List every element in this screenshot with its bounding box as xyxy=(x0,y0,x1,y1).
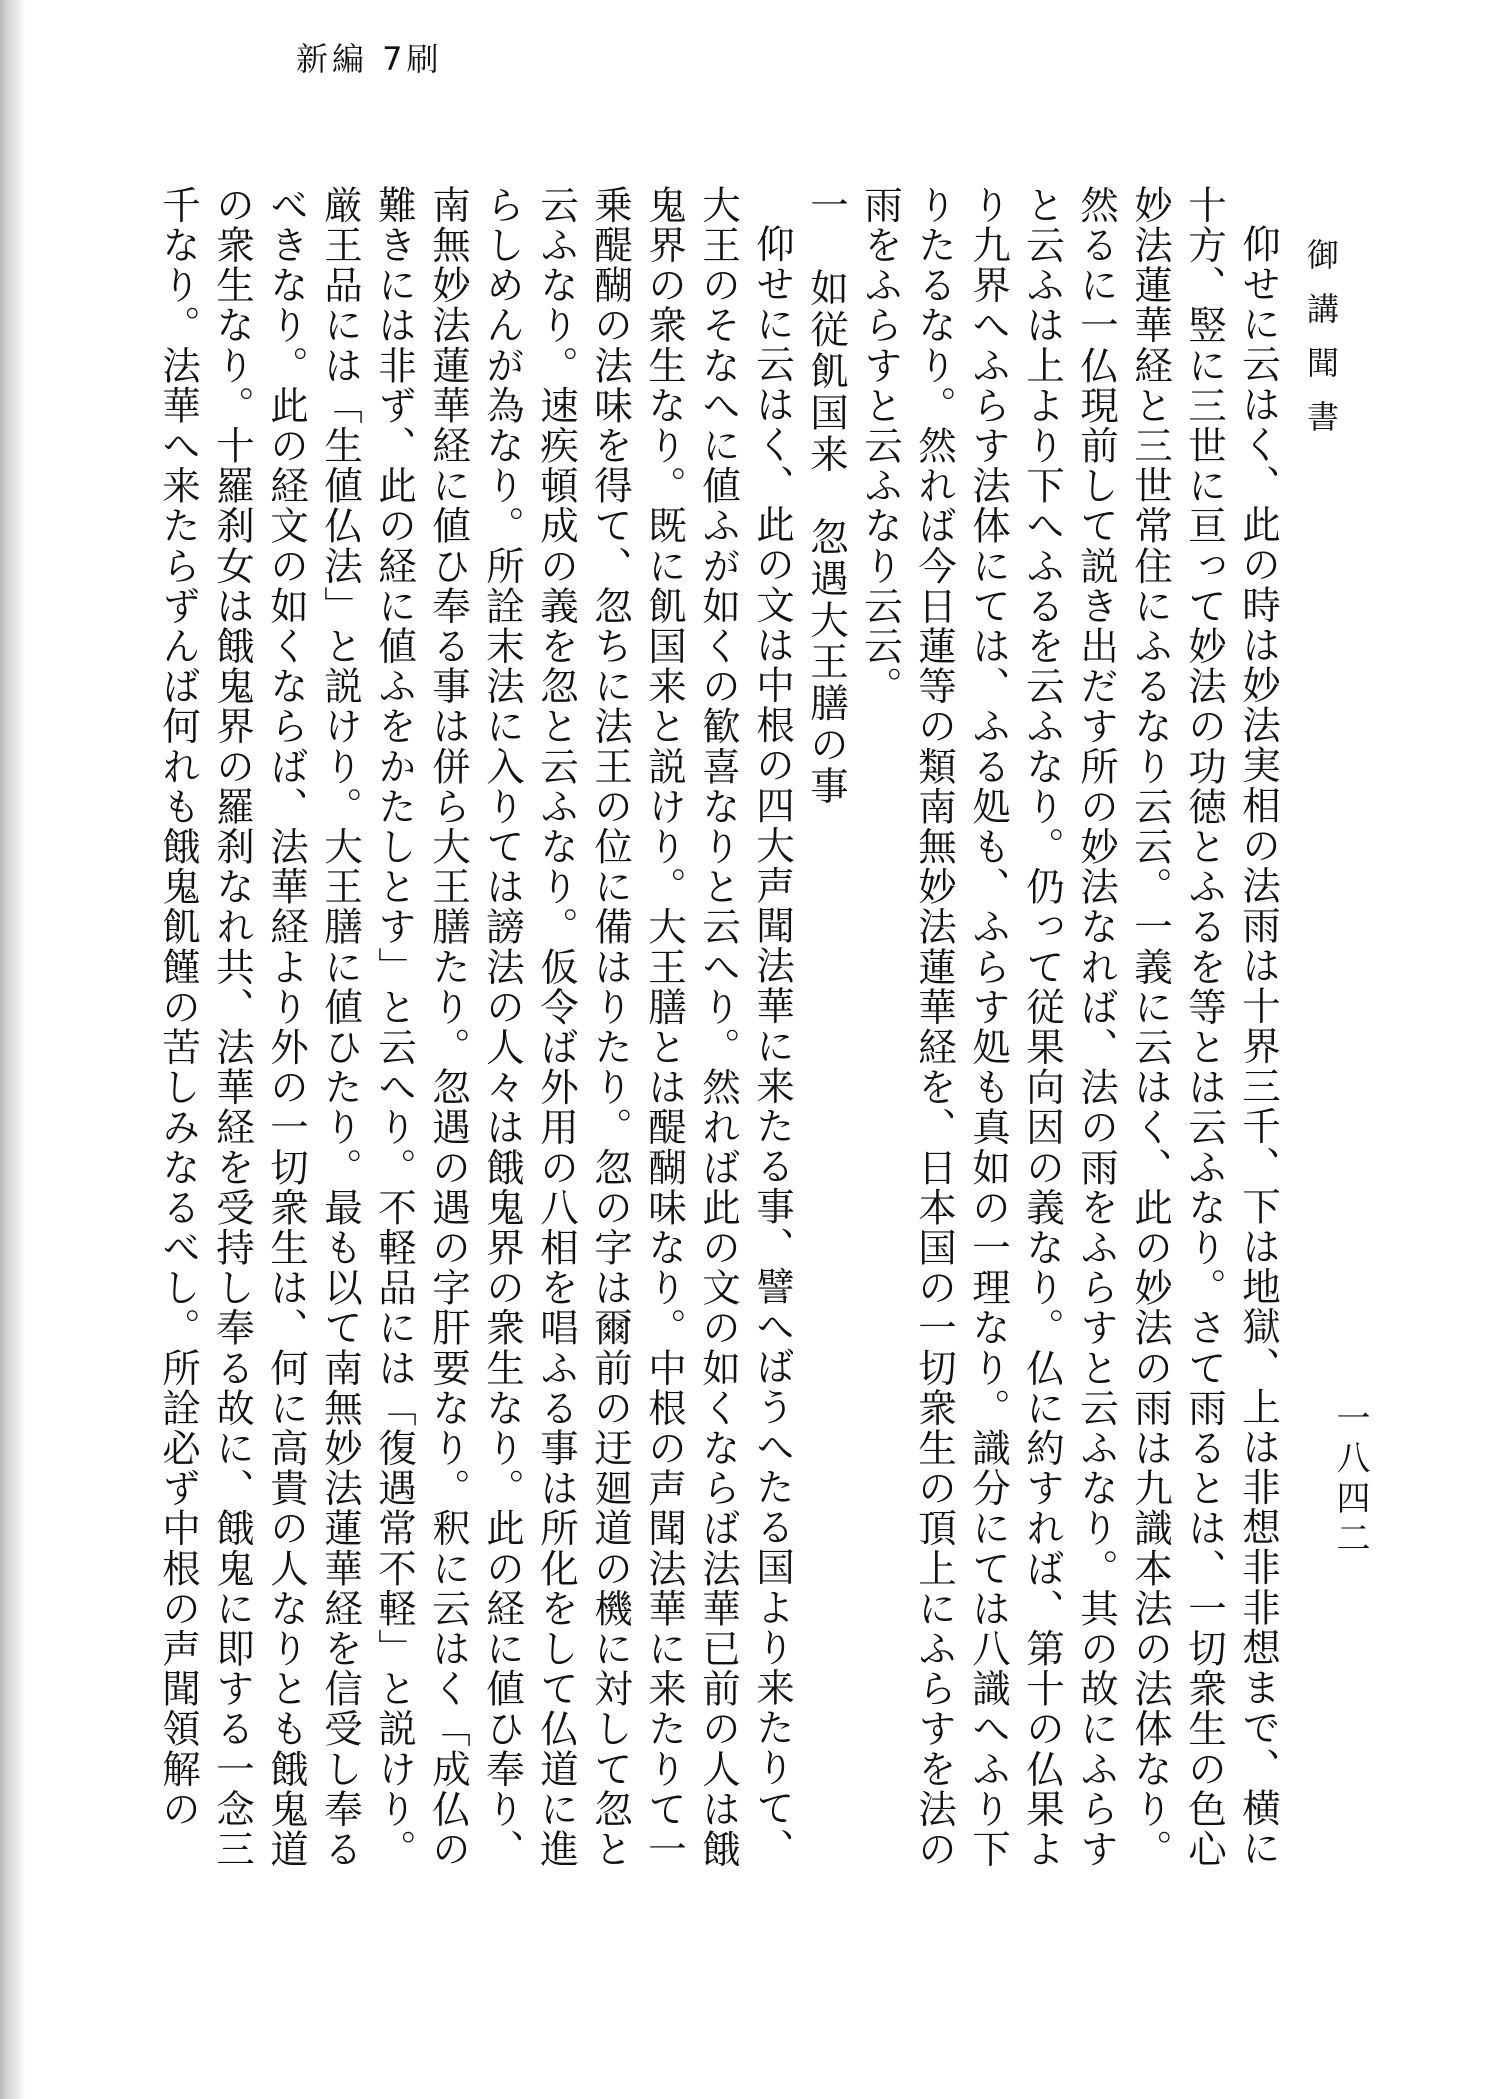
running-title: 御講聞書 xyxy=(1302,238,1340,454)
paragraph: 仰せに云はく、此の文は中根の四大声聞法華に来たる事、譬へばうへたる国より来たりて、大王のそなへに値ふが如くの歓喜なりと云へり。然れば此の文の如くならば法華已前の人は餓鬼界の衆生なり。既に飢国来と説けり。大王膳とは醍醐味なり。中根の声聞法華に来たりて一乗醍醐の法味を得て、忽ちに法王の位に備はりたり。忽の字は爾前の迂廻道の機に対して忽と云ふなり。速疾頓成の義を忽と云ふなり。仮令ば外用の八相を唱ふる事は所化をして仏道に進らしめんが為なり。所詮末法に入りては謗法の人々は餓鬼界の衆生なり。此の経に値ひ奉り、南無妙法蓮華経に値ひ奉る事は併ら大王膳たり。忽遇の遇の字肝要なり。釈に云はく「成仏の難きには非ず、此の経に値ふをかたしとす」と云へり。不軽品には「復遇常不軽」と説けり。厳王品には「生値仏法」と説けり。大王膳に値ひたり。最も以て南無妙法蓮華経を信受し奉るべきなり。此の経文の如くならば、法華経より外の一切衆生は、何に高貴の人なりとも餓鬼道の衆生なり。十羅刹女は餓鬼界の羅刹なれ共、法華経を受持し奉る故に、餓鬼に即する一念三千なり。法華へ来たらずんば何れも餓鬼飢饉の苦しみなるべし。所詮必ず中根の声聞領解の xyxy=(156,185,795,1870)
page-number: 一八四二 xyxy=(1330,1400,1370,1560)
edition-label: 新編 7刷 xyxy=(296,40,443,78)
vertical-text-body xyxy=(151,185,1285,1897)
paragraph: 仰せに云はく、此の時は妙法実相の法雨は十界三千、下は地獄、上は非想非非想まで、横に十方、竪に三世に亘って妙法の功徳とふるを等とは云ふなり。さて雨るとは、一切衆生の色心妙法蓮華経と三世常住にふるなり云云。一義に云はく、此の妙法の雨は九識本法の法体なり。然るに一仏現前して説き出だす所の妙法なれば、法の雨をふらすと云ふなり。其の故にふらすと云ふは上より下へふるを云ふなり。仍って従果向因の義なり。仏に約すれば、第十の仏果より九界へふらす法体にては、ふる処も、ふらす処も真如の一理なり。識分にては八識へふり下りたるなり。然れば今日蓮等の類南無妙法蓮華経を、日本国の一切衆生の頂上にふらすを法の雨をふらすと云ふなり云云。 xyxy=(858,185,1281,1870)
scan-shadow-edge xyxy=(0,0,26,2099)
section-heading: 一 如従飢国来 忽遇大王膳の事 xyxy=(804,185,849,808)
